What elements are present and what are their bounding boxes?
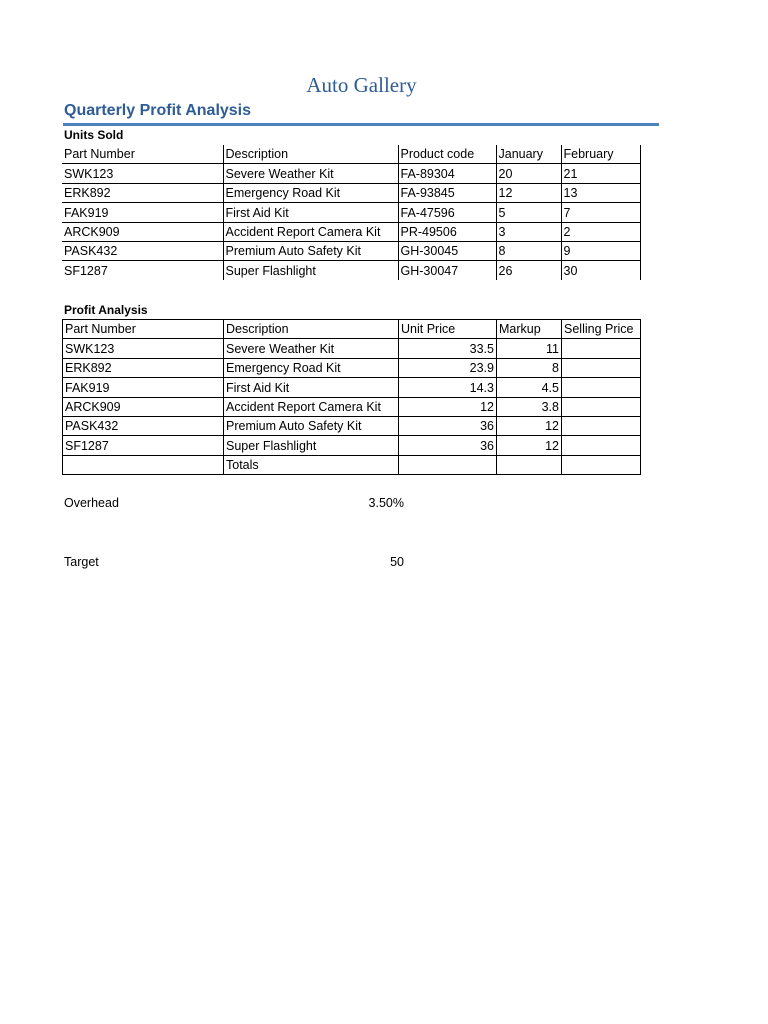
product-code-cell: FA-93845 xyxy=(398,183,496,202)
totals-row xyxy=(63,455,641,474)
profit-analysis-label: Profit Analysis xyxy=(64,303,148,317)
profit-analysis-row xyxy=(63,339,641,358)
description-cell: Accident Report Camera Kit xyxy=(224,397,399,416)
markup-cell: 11 xyxy=(497,339,562,358)
column-header: Part Number xyxy=(62,145,223,164)
february-units-cell: 7 xyxy=(561,203,640,222)
document-title: Auto Gallery xyxy=(306,73,417,97)
column-header: Unit Price xyxy=(399,320,497,339)
column-header: Product code xyxy=(398,145,496,164)
column-header: Selling Price xyxy=(562,320,641,339)
part-number-cell: FAK919 xyxy=(62,203,223,222)
markup-cell: 12 xyxy=(497,416,562,435)
description-cell: Premium Auto Safety Kit xyxy=(224,416,399,435)
unit-price-cell: 33.5 xyxy=(399,339,497,358)
column-header: Markup xyxy=(497,320,562,339)
unit-price-cell: 36 xyxy=(399,416,497,435)
january-units-cell: 5 xyxy=(496,203,561,222)
description-cell: Accident Report Camera Kit xyxy=(223,222,398,241)
part-number-cell: ERK892 xyxy=(63,358,224,377)
february-units-cell: 2 xyxy=(561,222,640,241)
description-cell: First Aid Kit xyxy=(223,203,398,222)
column-header: Description xyxy=(224,320,399,339)
part-number-cell: SWK123 xyxy=(63,339,224,358)
part-number-cell: PASK432 xyxy=(63,416,224,435)
markup-cell: 8 xyxy=(497,358,562,377)
units-sold-row xyxy=(62,203,640,222)
column-header: January xyxy=(496,145,561,164)
profit-analysis-row xyxy=(63,436,641,455)
january-units-cell: 20 xyxy=(496,164,561,183)
totals-empty-cell xyxy=(63,455,224,474)
markup-cell: 4.5 xyxy=(497,378,562,397)
unit-price-cell: 14.3 xyxy=(399,378,497,397)
description-cell: Severe Weather Kit xyxy=(223,164,398,183)
february-units-cell: 30 xyxy=(561,261,640,280)
totals-empty-cell xyxy=(562,455,641,474)
units-sold-header-row xyxy=(62,145,640,164)
february-units-cell: 13 xyxy=(561,183,640,202)
product-code-cell: FA-89304 xyxy=(398,164,496,183)
column-header: February xyxy=(561,145,640,164)
part-number-cell: FAK919 xyxy=(63,378,224,397)
selling-price-cell xyxy=(562,358,641,377)
part-number-cell: PASK432 xyxy=(62,241,223,260)
part-number-cell: SWK123 xyxy=(62,164,223,183)
markup-cell: 3.8 xyxy=(497,397,562,416)
selling-price-cell xyxy=(562,436,641,455)
target-value: 50 xyxy=(390,555,404,569)
part-number-cell: ARCK909 xyxy=(63,397,224,416)
units-sold-row xyxy=(62,261,640,280)
product-code-cell: GH-30047 xyxy=(398,261,496,280)
profit-analysis-row xyxy=(63,378,641,397)
description-cell: Super Flashlight xyxy=(223,261,398,280)
description-cell: Premium Auto Safety Kit xyxy=(223,241,398,260)
profit-analysis-row xyxy=(63,416,641,435)
units-sold-label: Units Sold xyxy=(64,128,124,142)
product-code-cell: FA-47596 xyxy=(398,203,496,222)
column-header: Description xyxy=(223,145,398,164)
description-cell: Emergency Road Kit xyxy=(224,358,399,377)
totals-label: Totals xyxy=(224,455,399,474)
column-header: Part Number xyxy=(63,320,224,339)
unit-price-cell: 23.9 xyxy=(399,358,497,377)
part-number-cell: ERK892 xyxy=(62,183,223,202)
overhead-label: Overhead xyxy=(64,496,119,510)
january-units-cell: 3 xyxy=(496,222,561,241)
profit-analysis-header-row xyxy=(63,320,641,339)
part-number-cell: SF1287 xyxy=(63,436,224,455)
description-cell: Severe Weather Kit xyxy=(224,339,399,358)
units-sold-row xyxy=(62,241,640,260)
product-code-cell: PR-49506 xyxy=(398,222,496,241)
description-cell: First Aid Kit xyxy=(224,378,399,397)
february-units-cell: 21 xyxy=(561,164,640,183)
totals-empty-cell xyxy=(399,455,497,474)
part-number-cell: ARCK909 xyxy=(62,222,223,241)
markup-cell: 12 xyxy=(497,436,562,455)
units-sold-row xyxy=(62,222,640,241)
product-code-cell: GH-30045 xyxy=(398,241,496,260)
units-sold-table xyxy=(62,145,641,280)
selling-price-cell xyxy=(562,378,641,397)
selling-price-cell xyxy=(562,416,641,435)
unit-price-cell: 12 xyxy=(399,397,497,416)
profit-analysis-row xyxy=(63,358,641,377)
february-units-cell: 9 xyxy=(561,241,640,260)
description-cell: Super Flashlight xyxy=(224,436,399,455)
selling-price-cell xyxy=(562,339,641,358)
part-number-cell: SF1287 xyxy=(64,263,108,278)
overhead-value: 3.50% xyxy=(368,496,404,510)
target-label: Target xyxy=(64,555,99,569)
units-sold-row xyxy=(62,183,640,202)
selling-price-cell xyxy=(562,397,641,416)
units-sold-row xyxy=(62,164,640,183)
totals-empty-cell xyxy=(497,455,562,474)
profit-analysis-row xyxy=(63,397,641,416)
profit-analysis-table xyxy=(62,319,641,475)
document-subtitle: Quarterly Profit Analysis xyxy=(64,102,252,119)
subtitle-underline xyxy=(63,123,659,126)
unit-price-cell: 36 xyxy=(399,436,497,455)
january-units-cell: 26 xyxy=(496,261,561,280)
january-units-cell: 12 xyxy=(496,183,561,202)
january-units-cell: 8 xyxy=(496,241,561,260)
description-cell: Emergency Road Kit xyxy=(223,183,398,202)
